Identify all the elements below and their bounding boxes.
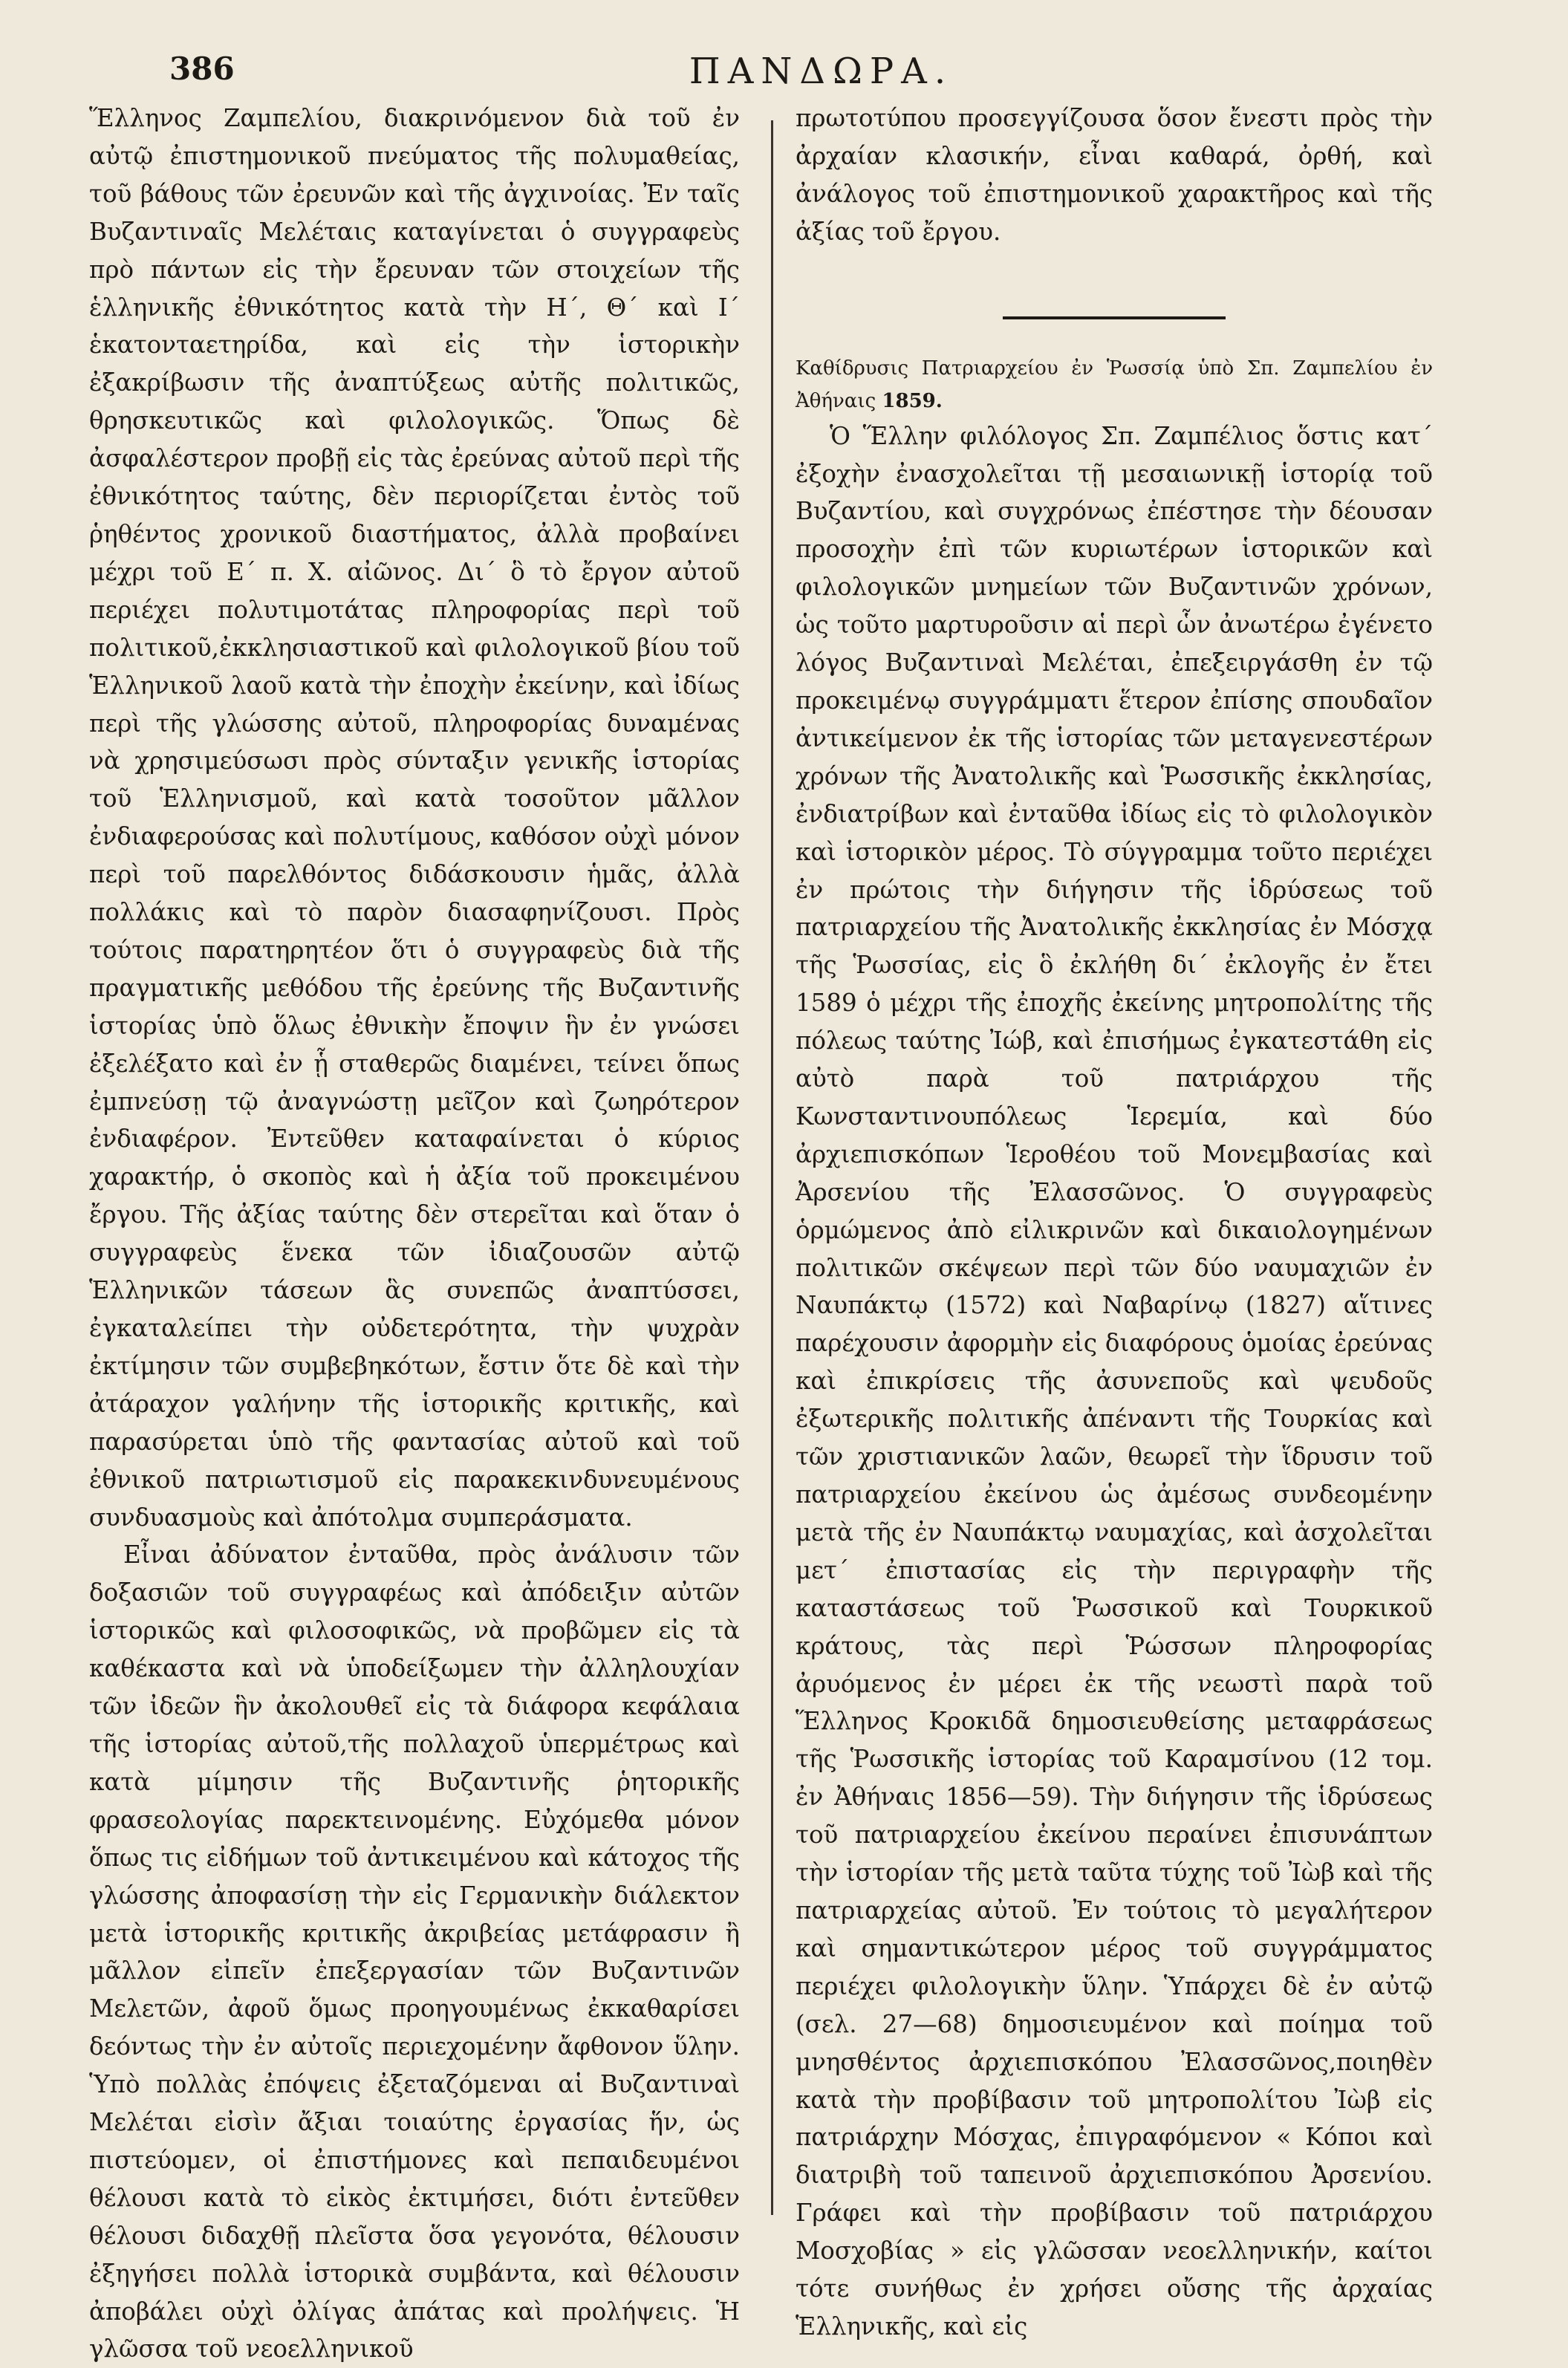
page-header — [89, 28, 1509, 100]
running-title: ΠΑΝΔΩΡΑ. — [689, 51, 954, 92]
right-top-paragraph: πρωτοτύπου προσεγγίζουσα ὅσον ἔνεστι πρὸς τὴν ἀρχαίαν κλασικήν, εἶναι καθαρά, ὀρθή, καὶ ἀνάλογος τοῦ ἐπιστημονικοῦ χαρακτῆρος καὶ τῆς ἀξίας τοῦ ἔργου. — [796, 104, 1433, 246]
section-separator — [1003, 316, 1226, 319]
right-column — [787, 100, 1433, 2341]
page-number: 386 — [169, 51, 235, 87]
left-paragraph-1: Ἕλληνος Ζαμπελίου, διακρινόμενον διὰ τοῦ ἐν αὐτῷ ἐπιστημονικοῦ πνεύματος τῆς πολυμαθείας, τοῦ βάθους τῶν ἐρευνῶν καὶ τῆς ἀγχινοίας. Ἐν ταῖς Βυζαντιναῖς Μελέταις καταγίνεται ὁ συγγραφεὺς πρὸ πάντων εἰς τὴν ἔρευναν τῶν στοιχείων τῆς ἑλληνικῆς ἐθνικότητος κατὰ τὴν Η΄, Θ΄ καὶ Ι΄ ἑκατονταετηρίδα, καὶ εἰς τὴν ἱστορικὴν ἐξακρίβωσιν τῆς ἀναπτύξεως αὐτῆς πολιτικῶς, θρησκευτικῶς καὶ φιλολογικῶς. Ὅπως δὲ ἀσφαλέστερον προβῇ εἰς τὰς ἐρεύνας αὐτοῦ περὶ τῆς ἐθνικότητος ταύτης, δὲν περιορίζεται ἐντὸς τοῦ ῥηθέντος χρονικοῦ διαστήματος, ἀλλὰ προβαίνει μέχρι τοῦ Ε΄ π. Χ. αἰῶνος. Δι΄ ὃ τὸ ἔργον αὐτοῦ περιέχει πολυτιμοτάτας πληροφορίας περὶ τοῦ πολιτικοῦ,ἐκκλησιαστικοῦ καὶ φιλολογικοῦ βίου τοῦ Ἑλληνικοῦ λαοῦ κατὰ τὴν ἐποχὴν ἐκείνην, καὶ ἰδίως περὶ τῆς γλώσσης αὐτοῦ, πληροφορίας δυναμένας νὰ χρησιμεύσωσι πρὸς σύνταξιν γενικῆς ἱστορίας τοῦ Ἑλληνισμοῦ, καὶ κατὰ τοσοῦτον μᾶλλον ἐνδιαφερούσας καὶ πολυτίμους, καθόσον οὐχὶ μόνον περὶ τοῦ παρελθόντος διδάσκουσιν ἡμᾶς, ἀλλὰ πολλάκις καὶ τὸ παρὸν διασαφηνίζουσι. Πρὸς τούτοις παρατηρητέον ὅτι ὁ συγγραφεὺς διὰ τῆς πραγματικῆς μεθόδου τῆς ἐρεύνης τῆς Βυζαντινῆς ἱστορίας ὑπὸ ὅλως ἐθνικὴν ἔποψιν ἣν ἐν γνώσει ἐξελέξατο καὶ ἐν ᾗ σταθερῶς διαμένει, τείνει ὅπως ἐμπνεύσῃ τῷ ἀναγνώστῃ μεῖζον καὶ ζωηρότερον ἐνδιαφέρον. Ἐντεῦθεν καταφαίνεται ὁ κύριος χαρακτήρ, ὁ σκοπὸς καὶ ἡ ἀξία τοῦ προκειμένου ἔργου. Τῆς ἀξίας ταύτης δὲν στερεῖται καὶ ὅταν ὁ συγγραφεὺς ἕνεκα τῶν ἰδιαζουσῶν αὐτῷ Ἑλληνικῶν τάσεων ἃς συνεπῶς ἀναπτύσσει, ἐγκαταλείπει τὴν οὐδετερότητα, τὴν ψυχρὰν ἐκτίμησιν τῶν συμβεβηκότων, ἔστιν ὅτε δὲ καὶ τὴν ἀτάραχον γαλήνην τῆς ἱστορικῆς κριτικῆς, καὶ παρασύρεται ὑπὸ τῆς φαντασίας αὐτοῦ καὶ τοῦ ἐθνικοῦ πατριωτισμοῦ εἰς παρακεκινδυνευμένους συνδυασμοὺς καὶ ἀπότολμα συμπεράσματα. — [89, 104, 740, 1532]
left-paragraph-2: Εἶναι ἀδύνατον ἐνταῦθα, πρὸς ἀνάλυσιν τῶν δοξασιῶν τοῦ συγγραφέως καὶ ἀπόδειξιν αὐτῶν ἱστορικῶς καὶ φιλοσοφικῶς, νὰ προβῶμεν εἰς τὰ καθέκαστα καὶ νὰ ὑποδείξωμεν τὴν ἀλληλουχίαν τῶν ἰδεῶν ἣν ἀκολουθεῖ εἰς τὰ διάφορα κεφάλαια τῆς ἱστορίας αὐτοῦ,τῆς πολλαχοῦ ὑπερμέτρως καὶ κατὰ μίμησιν τῆς Βυζαντινῆς ῥητορικῆς φρασεολογίας παρεκτεινομένης. Εὐχόμεθα μόνον ὅπως τις εἰδήμων τοῦ ἀντικειμένου καὶ κάτοχος τῆς γλώσσης ἀποφασίσῃ τὴν εἰς Γερμανικὴν διάλεκτον μετὰ ἱστορικῆς κριτικῆς ἀκριβείας μετάφρασιν ἢ μᾶλλον εἰπεῖν ἐπεξεργασίαν τῶν Βυζαντινῶν Μελετῶν, ἀφοῦ ὅμως προηγουμένως ἐκκαθαρίσει δεόντως τὴν ἐν αὐτοῖς περιεχομένην ἄφθονον ὕλην. Ὑπὸ πολλὰς ἐπόψεις ἐξεταζόμεναι αἱ Βυζαντιναὶ Μελέται εἰσὶν ἄξιαι τοιαύτης ἐργασίας ἥν, ὡς πιστεύομεν, οἱ ἐπιστήμονες καὶ πεπαιδευμένοι θέλουσι κατὰ τὸ εἰκὸς ἐκτιμήσει, διότι ἐντεῦθεν θέλουσι διδαχθῇ πλεῖστα ὅσα γεγονότα, θέλουσιν ἐξηγήσει πολλὰ ἱστορικὰ συμβάντα, καὶ θέλουσιν ἀποβάλει οὐχὶ ὀλίγας ἀπάτας καὶ προλήψεις. Ἡ γλῶσσα τοῦ νεοελληνικοῦ — [89, 1541, 740, 2364]
review-note-text: Καθίδρυσις Πατριαρχείου ἐν Ῥωσσίᾳ ὑπὸ Σπ. Ζαμπελίου ἐν Ἀθήναις — [796, 357, 1433, 412]
right-body — [796, 417, 1433, 2346]
text-columns — [89, 100, 1509, 2364]
column-divider — [771, 120, 773, 2215]
review-note-year: 1859. — [882, 389, 943, 412]
right-paragraph-1: Ὁ Ἕλλην φιλόλογος Σπ. Ζαμπέλιος ὅστις κατ΄ ἐξοχὴν ἐνασχολεῖται τῇ μεσαιωνικῇ ἱστορίᾳ τοῦ Βυζαντίου, καὶ συγχρόνως ἐπέστησε τὴν δέουσαν προσοχὴν ἐπὶ τῶν κυριωτέρων ἱστορικῶν καὶ φιλολογικῶν μνημείων τῶν Βυζαντινῶν χρόνων, ὡς τοῦτο μαρτυροῦσιν αἱ περὶ ὧν ἀνωτέρω ἐγένετο λόγος Βυζαντιναὶ Μελέται, ἐπεξειργάσθη ἐν τῷ προκειμένῳ συγγράμματι ἕτερον ἐπίσης σπουδαῖον ἀντικείμενον ἐκ τῆς ἱστορίας τῶν μεταγενεστέρων χρόνων τῆς Ἀνατολικῆς καὶ Ῥωσσικῆς ἐκκλησίας, ἐνδιατρίβων καὶ ἐνταῦθα ἰδίως εἰς τὸ φιλολογικὸν καὶ ἱστορικὸν μέρος. Τὸ σύγγραμμα τοῦτο περιέχει ἐν πρώτοις τὴν διήγησιν τῆς ἱδρύσεως τοῦ πατριαρχείου τῆς Ἀνατολικῆς ἐκκλησίας ἐν Μόσχᾳ τῆς Ῥωσσίας, εἰς ὃ ἐκλήθη δι΄ ἐκλογῆς ἐν ἔτει 1589 ὁ μέχρι τῆς ἐποχῆς ἐκείνης μητροπολίτης τῆς πόλεως ταύτης Ἰώβ, καὶ ἐπισήμως ἐγκατεστάθη εἰς αὐτὸ παρὰ τοῦ πατριάρχου τῆς Κωνσταντινουπόλεως Ἱερεμία, καὶ δύο ἀρχιεπισκόπων Ἱεροθέου τοῦ Μονεμβασίας καὶ Ἀρσενίου τῆς Ἐλασσῶνος. Ὁ συγγραφεὺς ὁρμώμενος ἀπὸ εἰλικρινῶν καὶ δικαιολογημένων πολιτικῶν σκέψεων περὶ τῶν δύο ναυμαχιῶν ἐν Ναυπάκτῳ (1572) καὶ Ναβαρίνῳ (1827) αἵτινες παρέχουσιν ἀφορμὴν εἰς διαφόρους ὁμοίας ἐρεύνας καὶ ἐπικρίσεις τῆς ἀσυνεποῦς καὶ ψευδοῦς ἐξωτερικῆς πολιτικῆς ἀπέναντι τῆς Τουρκίας καὶ τῶν χριστιανικῶν λαῶν, θεωρεῖ τὴν ἵδρυσιν τοῦ πατριαρχείου ἐκείνου ὡς ἀμέσως συνδεομένην μετὰ τῆς ἐν Ναυπάκτῳ ναυμαχίας, καὶ ἀσχολεῖται μετ΄ ἐπιστασίας εἰς τὴν περιγραφὴν τῆς καταστάσεως τοῦ Ῥωσσικοῦ καὶ Τουρκικοῦ κράτους, τὰς περὶ Ῥώσσων πληροφορίας ἀρυόμενος ἐν μέρει ἐκ τῆς νεωστὶ παρὰ τοῦ Ἕλληνος Κροκιδᾶ δημοσιευθείσης μεταφράσεως τῆς Ῥωσσικῆς ἱστορίας τοῦ Καραμσίνου (12 τομ. ἐν Ἀθήναις 1856—59). Τὴν διήγησιν τῆς ἱδρύσεως τοῦ πατριαρχείου ἐκείνου περαίνει ἐπισυνάπτων τὴν ἱστορίαν τῆς μετὰ ταῦτα τύχης τοῦ Ἰὼβ καὶ τῆς πατριαρχείας αὐτοῦ. Ἐν τούτοις τὸ μεγαλήτερον καὶ σημαντικώτερον μέρος τοῦ συγγράμματος περιέχει φιλολογικὴν ὕλην. Ὑπάρχει δὲ ἐν αὐτῷ (σελ. 27—68) δημοσιευμένον καὶ ποίημα τοῦ μνησθέντος ἀρχιεπισκόπου Ἐλασσῶνος,ποιηθὲν κατὰ τὴν προβίβασιν τοῦ μητροπολίτου Ἰὼβ εἰς πατριάρχην Μόσχας, ἐπιγραφόμενον « Κόποι καὶ διατριβὴ τοῦ ταπεινοῦ ἀρχιεπισκόπου Ἀρσενίου. Γράφει καὶ τὴν προβίβασιν τοῦ πατριάρχου Μοσχοβίας » εἰς γλῶσσαν νεοελληνικήν, καίτοι τότε συνήθως ἐν χρήσει οὔσης τῆς ἀρχαίας Ἑλληνικῆς, καὶ εἰς — [796, 421, 1433, 2341]
left-column — [89, 100, 758, 2364]
review-note — [796, 352, 1433, 417]
